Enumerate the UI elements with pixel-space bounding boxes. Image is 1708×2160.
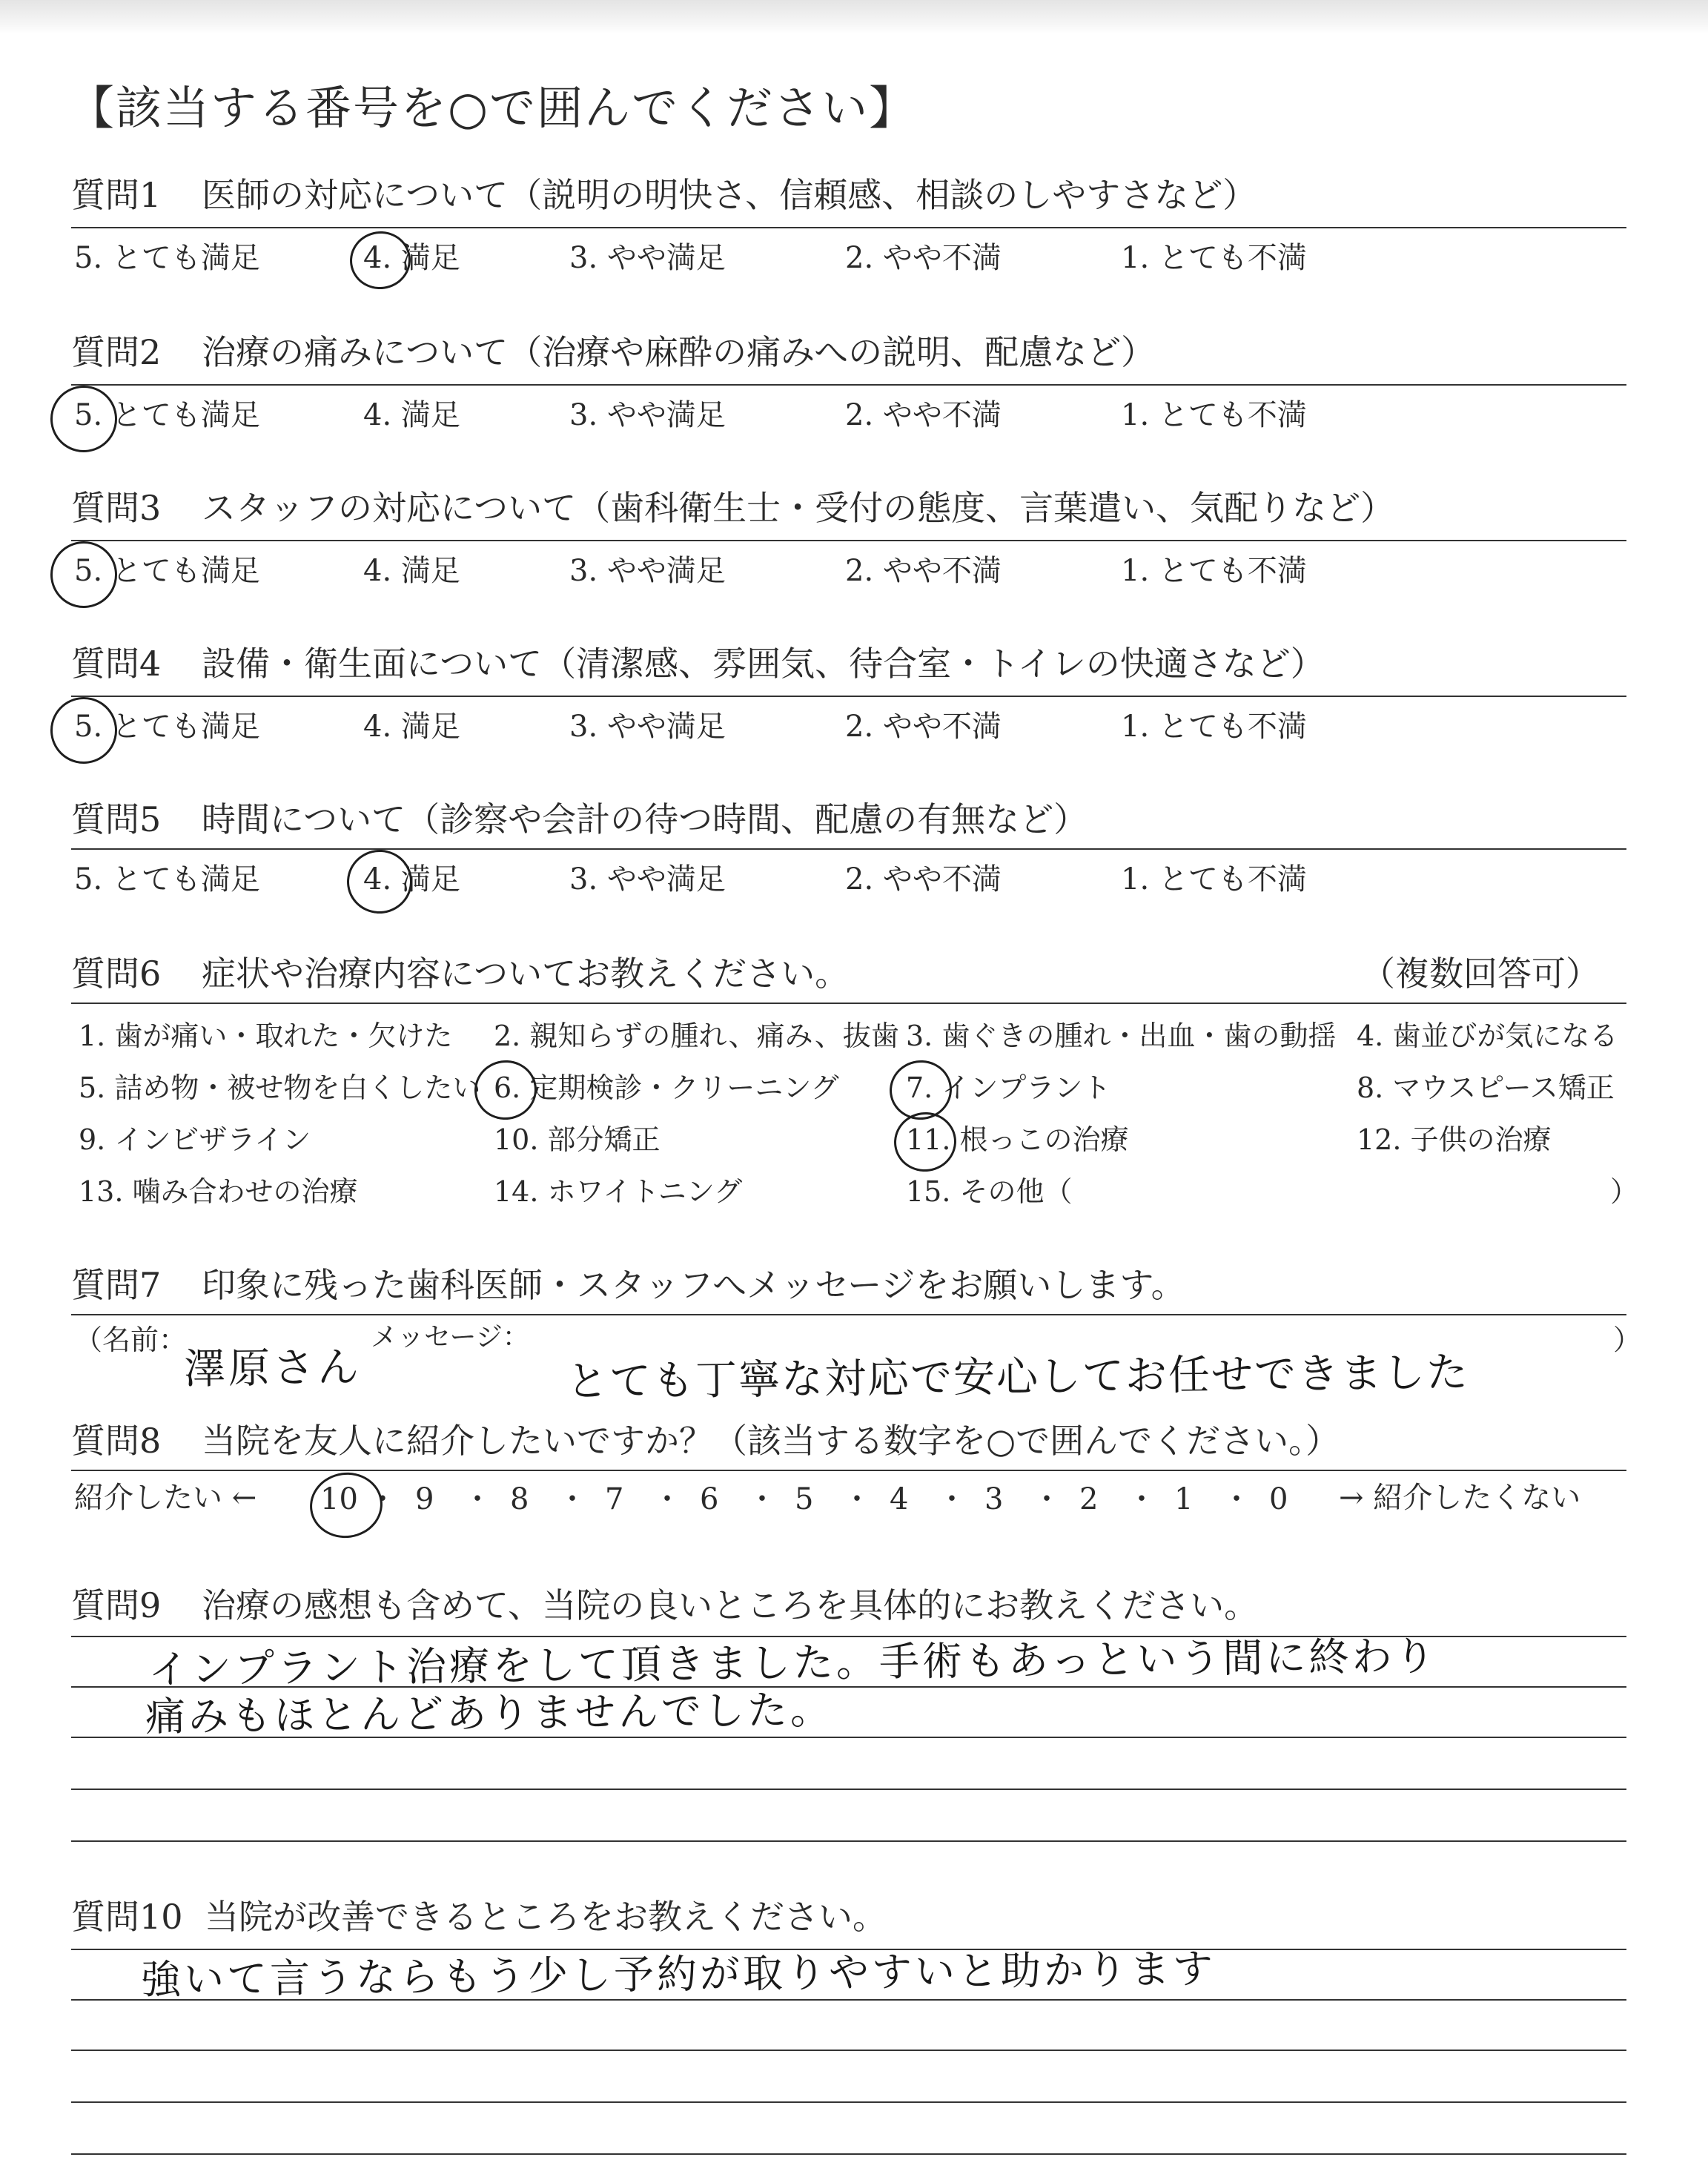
scale-value[interactable]: 3 bbox=[984, 1482, 1004, 1516]
scale-value[interactable]: 5 bbox=[795, 1482, 814, 1516]
rule bbox=[71, 2153, 1626, 2155]
scale-value[interactable]: 9 bbox=[415, 1482, 434, 1516]
symptom-option[interactable]: 14. ホワイトニング bbox=[494, 1175, 743, 1208]
question-7-title bbox=[71, 1265, 1185, 1305]
scale-separator: ・ bbox=[1222, 1482, 1251, 1516]
rule bbox=[71, 1789, 1626, 1790]
recommend-right-label: → 紹介したくない bbox=[1339, 1481, 1581, 1515]
symptom-option[interactable]: 8. マウスピース矯正 bbox=[1357, 1071, 1615, 1104]
question-1-title bbox=[71, 175, 1257, 215]
question-number: 質問5 bbox=[71, 799, 162, 839]
question-text: 治療の痛みについて（治療や麻酔の痛みへの説明、配慮など） bbox=[202, 332, 1156, 372]
scale-separator: ・ bbox=[463, 1482, 492, 1516]
rating-option[interactable]: 4. 満足 bbox=[363, 554, 460, 588]
rule bbox=[71, 2101, 1626, 2103]
scale-separator: ・ bbox=[652, 1482, 682, 1516]
rule bbox=[71, 848, 1626, 850]
scale-separator: ・ bbox=[1032, 1482, 1062, 1516]
rating-option[interactable]: 3. やや満足 bbox=[569, 398, 726, 432]
question-3-title bbox=[71, 488, 1395, 528]
rating-option[interactable]: 3. やや満足 bbox=[569, 554, 726, 588]
question-9-title bbox=[71, 1585, 1259, 1625]
scale-value[interactable]: 1 bbox=[1174, 1482, 1194, 1516]
selection-circle bbox=[471, 1057, 540, 1124]
selection-circle bbox=[346, 228, 414, 294]
question-number: 質問10 bbox=[71, 1897, 183, 1937]
scale-value[interactable]: 7 bbox=[605, 1482, 624, 1516]
rating-option[interactable]: 4. 満足 bbox=[363, 710, 460, 744]
scale-value[interactable]: 0 bbox=[1269, 1482, 1288, 1516]
rating-option[interactable]: 3. やや満足 bbox=[569, 241, 726, 275]
question-number: 質問2 bbox=[71, 332, 162, 372]
selection-circle bbox=[342, 845, 416, 917]
rating-option[interactable]: 5. とても満足 bbox=[74, 241, 260, 275]
symptom-option[interactable]: 3. 歯ぐきの腫れ・出血・歯の動揺 bbox=[906, 1020, 1337, 1052]
handwritten-message[interactable]: とても丁寧な対応で安心してお任せできました bbox=[566, 1348, 1470, 1407]
selection-circle bbox=[890, 1109, 960, 1176]
scale-separator: ・ bbox=[1127, 1482, 1156, 1516]
rating-option[interactable]: 1. とても不満 bbox=[1121, 554, 1307, 588]
question-8-title bbox=[71, 1421, 1340, 1461]
recommend-left-label: 紹介したい ← bbox=[74, 1481, 257, 1515]
selection-circle bbox=[46, 693, 122, 768]
symptom-option[interactable]: 10. 部分矯正 bbox=[494, 1123, 661, 1156]
question-number: 質問7 bbox=[71, 1265, 162, 1305]
scale-value[interactable]: 8 bbox=[510, 1482, 529, 1516]
rating-option[interactable]: 5. とても満足 bbox=[74, 554, 260, 588]
handwritten-answer-line[interactable]: 強いて言うならもう少し予約が取りやすいと助かります bbox=[140, 1945, 1217, 2004]
question-text: スタッフの対応について（歯科衛生士・受付の態度、言葉遣い、気配りなど） bbox=[202, 488, 1395, 528]
question-text: 時間について（診察や会計の待つ時間、配慮の有無など） bbox=[202, 799, 1088, 839]
symptom-option[interactable]: 12. 子供の治療 bbox=[1357, 1123, 1552, 1156]
rating-option[interactable]: 1. とても不満 bbox=[1121, 710, 1307, 744]
rule bbox=[71, 2050, 1626, 2051]
handwritten-answer-line[interactable]: インプラント治療をして頂きました。手術もあっという間に終わり bbox=[148, 1632, 1438, 1694]
symptom-option[interactable]: 15. その他（ bbox=[906, 1175, 1073, 1208]
question-text: 印象に残った歯科医師・スタッフへメッセージをお願いします。 bbox=[202, 1265, 1185, 1305]
rule bbox=[71, 1314, 1626, 1315]
other-close-paren: ） bbox=[1610, 1175, 1639, 1208]
scale-value[interactable]: 6 bbox=[700, 1482, 719, 1516]
rating-option[interactable]: 5. とても満足 bbox=[74, 710, 260, 744]
close-paren: ） bbox=[1613, 1324, 1642, 1356]
scale-value[interactable]: 10 bbox=[320, 1482, 358, 1516]
scale-separator: ・ bbox=[557, 1482, 587, 1516]
symptom-option[interactable]: 13. 噛み合わせの治療 bbox=[79, 1175, 358, 1208]
rule bbox=[71, 227, 1626, 228]
question-text: 当院を友人に紹介したいですか？（該当する数字を○で囲んでください。） bbox=[202, 1421, 1340, 1461]
question-6-title bbox=[71, 954, 850, 994]
rule bbox=[71, 696, 1626, 697]
question-10-title bbox=[71, 1897, 887, 1937]
rating-option[interactable]: 4. 満足 bbox=[363, 862, 460, 896]
scale-separator: ・ bbox=[937, 1482, 967, 1516]
selection-circle bbox=[46, 381, 122, 457]
question-2-title bbox=[71, 332, 1156, 372]
question-number: 質問1 bbox=[71, 175, 162, 215]
question-text: 医師の対応について（説明の明快さ、信頼感、相談のしやすさなど） bbox=[202, 175, 1257, 215]
name-label: （名前： bbox=[74, 1324, 188, 1356]
question-text: 設備・衛生面について（清潔感、雰囲気、待合室・トイレの快適さなど） bbox=[202, 644, 1325, 684]
rule bbox=[71, 384, 1626, 386]
rating-option[interactable]: 2. やや不満 bbox=[845, 710, 1002, 744]
rating-option[interactable]: 3. やや満足 bbox=[569, 710, 726, 744]
symptom-option[interactable]: 5. 詰め物・被せ物を白くしたい bbox=[79, 1071, 481, 1104]
rating-option[interactable]: 4. 満足 bbox=[363, 398, 460, 432]
scale-separator: ・ bbox=[842, 1482, 872, 1516]
question-number: 質問9 bbox=[71, 1585, 162, 1625]
question-5-title bbox=[71, 799, 1088, 839]
rating-option[interactable]: 1. とても不満 bbox=[1121, 241, 1307, 275]
scale-separator: ・ bbox=[368, 1482, 397, 1516]
rating-option[interactable]: 2. やや不満 bbox=[845, 862, 1002, 896]
symptom-option[interactable]: 9. インビザライン bbox=[79, 1123, 311, 1156]
rating-option[interactable]: 2. やや不満 bbox=[845, 554, 1002, 588]
question-text: 当院が改善できるところをお教えください。 bbox=[205, 1897, 887, 1937]
rating-option[interactable]: 4. 満足 bbox=[363, 241, 460, 275]
rule bbox=[71, 1003, 1626, 1004]
symptom-option[interactable]: 4. 歯並びが気になる bbox=[1357, 1020, 1618, 1052]
question-number: 質問8 bbox=[71, 1421, 162, 1461]
question-number: 質問3 bbox=[71, 488, 162, 528]
question-text: 症状や治療内容についてお教えください。 bbox=[202, 954, 850, 994]
rating-option[interactable]: 5. とても満足 bbox=[74, 398, 260, 432]
selection-circle bbox=[305, 1468, 386, 1543]
scan-edge bbox=[0, 0, 1708, 34]
question-4-title bbox=[71, 644, 1325, 684]
rating-option[interactable]: 1. とても不満 bbox=[1121, 398, 1307, 432]
symptom-option[interactable]: 1. 歯が痛い・取れた・欠けた bbox=[79, 1020, 453, 1052]
rule bbox=[71, 1840, 1626, 1842]
instruction-heading: 【該当する番号を○で囲んでください】 bbox=[68, 81, 917, 135]
question-number: 質問6 bbox=[71, 954, 162, 994]
question-text: 治療の感想も含めて、当院の良いところを具体的にお教えください。 bbox=[202, 1585, 1259, 1625]
rule bbox=[71, 540, 1626, 541]
scale-value[interactable]: 4 bbox=[890, 1482, 909, 1516]
symptom-option[interactable]: 2. 親知らずの腫れ、痛み、抜歯 bbox=[494, 1020, 899, 1052]
symptom-option[interactable]: 11. 根っこの治療 bbox=[906, 1123, 1129, 1156]
rating-option[interactable]: 3. やや満足 bbox=[569, 862, 726, 896]
question-number: 質問4 bbox=[71, 644, 162, 684]
rating-option[interactable]: 2. やや不満 bbox=[845, 241, 1002, 275]
message-label: メッセージ： bbox=[371, 1322, 529, 1353]
rating-option[interactable]: 5. とても満足 bbox=[74, 862, 260, 896]
rule bbox=[71, 1470, 1626, 1471]
scale-value[interactable]: 2 bbox=[1079, 1482, 1099, 1516]
handwritten-name[interactable]: 澤原さん bbox=[183, 1343, 363, 1394]
handwritten-answer-line[interactable]: 痛みもほとんどありませんでした。 bbox=[145, 1686, 834, 1740]
multiple-answer-note: （複数回答可） bbox=[1361, 954, 1600, 994]
rating-option[interactable]: 2. やや不満 bbox=[845, 398, 1002, 432]
symptom-option[interactable]: 7. インプラント bbox=[906, 1071, 1111, 1104]
rating-option[interactable]: 1. とても不満 bbox=[1121, 862, 1307, 896]
scale-separator: ・ bbox=[747, 1482, 777, 1516]
selection-circle bbox=[46, 537, 122, 612]
symptom-option[interactable]: 6. 定期検診・クリーニング bbox=[494, 1071, 839, 1104]
